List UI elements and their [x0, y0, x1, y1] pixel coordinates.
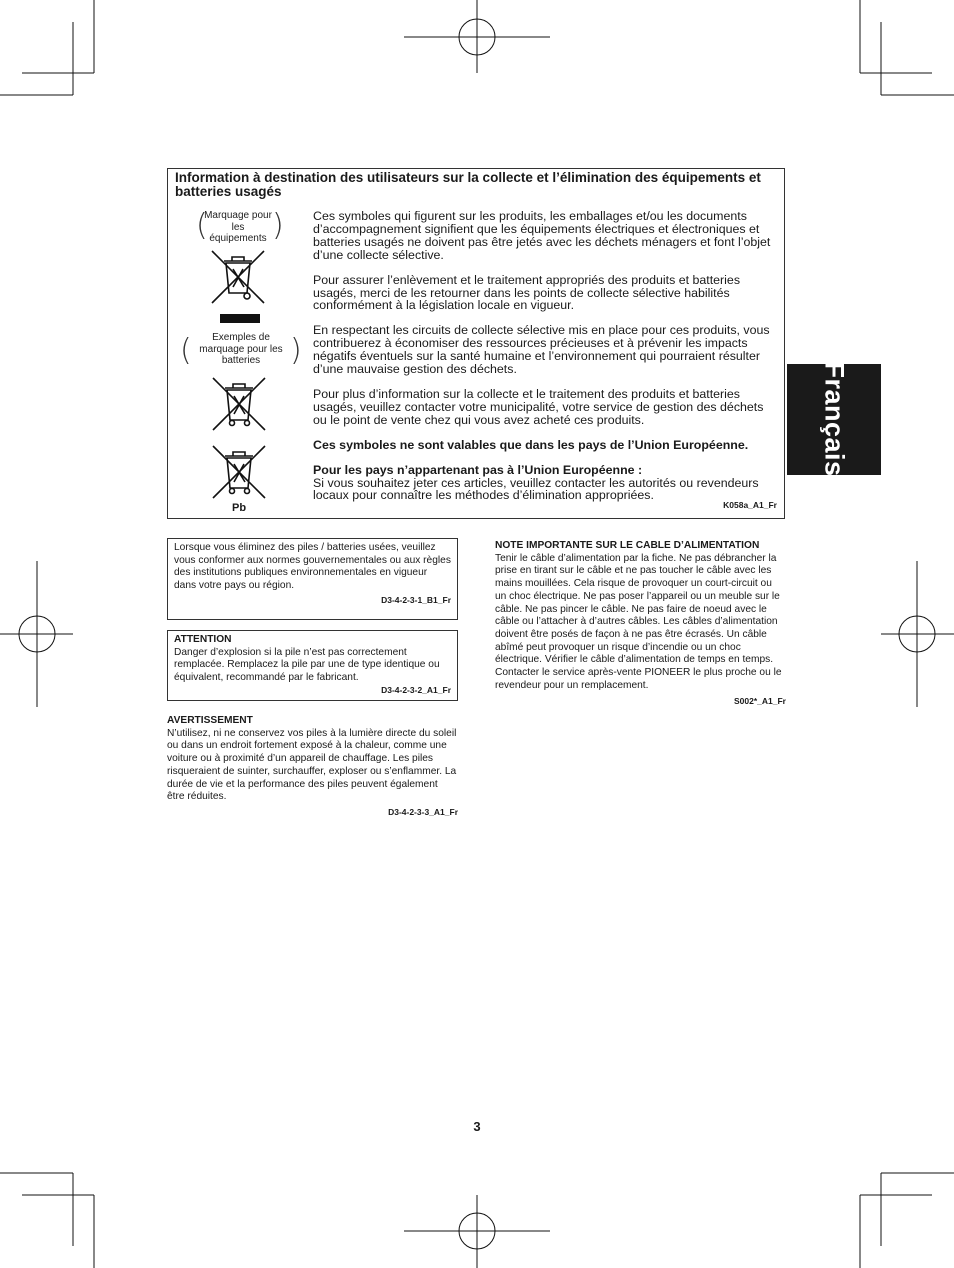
- battery-disposal-box: [167, 538, 458, 620]
- left-paren-icon: (: [196, 208, 208, 243]
- weee-title: Information à destination des utilisateurs sur la collecte et l’élimination des équipements et batteries usagés: [175, 170, 761, 199]
- weee-paragraph: Pour assurer l’enlèvement et le traitement appropriés des produits et batteries usagés, merci de les retourner dans les points de collecte sélective habilités conformément à la législation locale en vigueur.: [313, 272, 741, 313]
- warning-text: N’utilisez, ni ne conservez vos piles à la lumière directe du soleil ou dans un endroit fortement exposé à la chaleur, comme une voiture ou à proximité d’un appareil de chauffage. Les piles risqueraient de suinter, surchauffer, exploser ou s’enflammer. La durée de vie et la performance des piles peuvent également être réduites.: [167, 727, 457, 803]
- reference-code: K058a_A1_Fr: [723, 500, 777, 510]
- reference-code: D3-4-2-3-1_B1_Fr: [381, 594, 451, 605]
- weee-paragraph: Pour plus d’information sur la collecte et le traitement des produits et batteries usagés, veuillez contacter votre municipalité, votre service de gestion des déchets ou le point de vente chez qui vous avez acheté ces produits.: [313, 386, 764, 427]
- marking-batteries-label: Exemples de marquage pour les batteries: [199, 332, 283, 366]
- language-tab: [787, 361, 881, 477]
- pb-label: Pb: [232, 502, 247, 514]
- power-cord-heading: NOTE IMPORTANTE SUR LE CABLE D’ALIMENTATION: [495, 540, 760, 551]
- battery-disposal-text: Lorsque vous éliminez des piles / batteries usées, veuillez vous conformer aux normes gouvernementales ou aux règles des institutions publiques environnementales en vigueur dans votre pays ou région.: [174, 542, 451, 592]
- attention-heading: ATTENTION: [174, 634, 232, 645]
- language-tab-label: Français: [819, 361, 850, 477]
- warning-block: [167, 715, 458, 819]
- non-eu-heading: Pour les pays n’appartenant pas à l’Union Européenne :: [313, 462, 643, 477]
- right-paren-icon: ): [290, 333, 302, 368]
- marking-equipment-label: Marquage pour les équipements: [204, 210, 272, 244]
- crossed-out-wheelie-bin-icon: [210, 249, 266, 305]
- attention-text: Danger d’explosion si la pile n’est pas correctement remplacée. Remplacez la pile par une de type identique ou équivalent, recommandé par le fabricant.: [174, 646, 440, 684]
- left-paren-icon: (: [180, 333, 192, 368]
- weee-information-box: [167, 168, 785, 519]
- eu-only-notice: Ces symboles ne sont valables que dans les pays de l’Union Européenne.: [313, 437, 749, 452]
- power-cord-block: [495, 540, 786, 708]
- black-bar-icon: [220, 314, 260, 323]
- crossed-out-pb-battery-bin-icon: [211, 444, 267, 500]
- right-paren-icon: ): [272, 208, 284, 243]
- non-eu-text: Si vous souhaitez jeter ces articles, veuillez contacter les autorités ou revendeurs locaux pour connaître les méthodes d’élimination appropriées.: [313, 475, 759, 503]
- reference-code: D3-4-2-3-3_A1_Fr: [388, 806, 458, 817]
- attention-box: [167, 630, 458, 701]
- warning-heading: AVERTISSEMENT: [167, 715, 253, 726]
- reference-code: D3-4-2-3-2_A1_Fr: [381, 684, 451, 695]
- power-cord-text: Tenir le câble d’alimentation par la fiche. Ne pas débrancher la prise en tirant sur le câble et ne pas toucher le câble avec les mains mouillées. Cela risque de provoquer un court-circuit ou un choc électrique. Ne pas poser l’appareil ou un meuble sur le câble. Ne pas pincer le câble. Ne pas faire de noeud avec le câble ou l’attacher à d’autres câbles. Les câbles d’alimentation doivent être posés de façon à ne pas être écrasés. Un câble abîmé peut provoquer un risque d’incendie ou un choc électrique. Vérifier le câble d’alimentation de temps en temps. Contacter le service après-vente PIONEER le plus proche ou le revendeur pour un remplacement.: [495, 552, 782, 691]
- reference-code: S002*_A1_Fr: [734, 696, 786, 707]
- weee-paragraph: Ces symboles qui figurent sur les produits, les emballages et/ou les documents d’accompagnement signifient que les équipements électriques et électroniques et batteries usagés ne doivent pas être jetés avec les déchets ménagers et font l’objet d’une collecte sélective.: [313, 209, 771, 262]
- crossed-out-battery-bin-icon: [211, 376, 267, 432]
- weee-paragraph: En respectant les circuits de collecte sélective mis en place pour ces produits, vous contribuerez à économiser des ressources précieuses et à prévenir les impacts négatifs éventuels sur la santé humaine et l’environnement qui pourraient résulter d’une mauvaise gestion des déchets.: [313, 323, 770, 377]
- weee-body: [313, 210, 779, 502]
- page-number: 3: [473, 1119, 481, 1134]
